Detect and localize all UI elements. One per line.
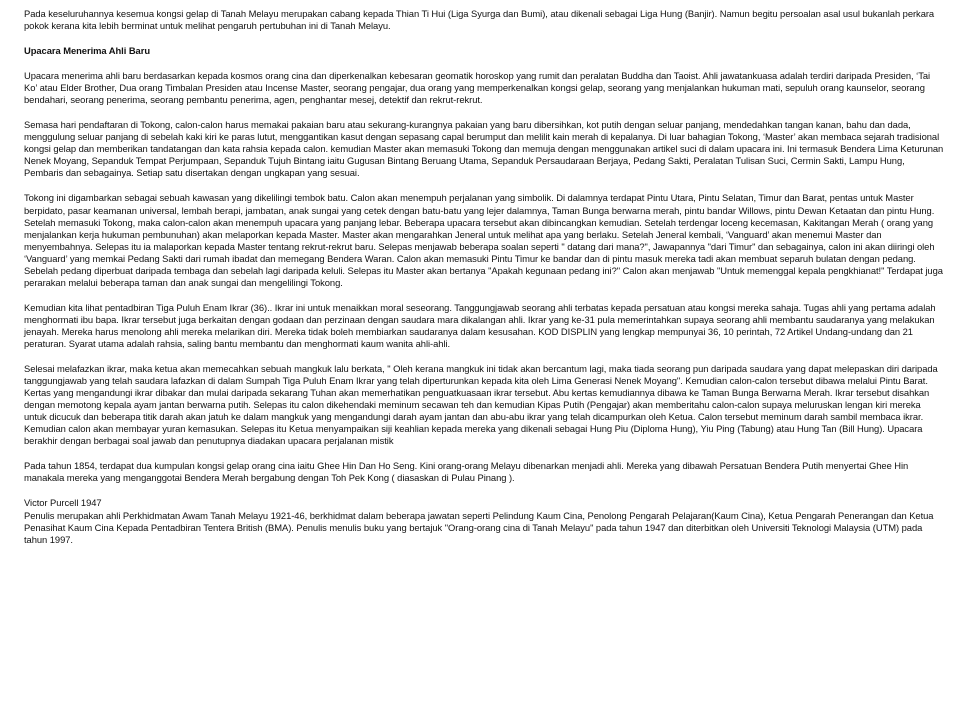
paragraph-committee: Upacara menerima ahli baru berdasarkan kepada kosmos orang cina dan diperkenalkan kebesaran geomatik horoskop yang rumit dan peralatan Buddha dan Taoist. Ahli jawatankuasa adalah terdiri daripada Presiden, ‘Tai Ko’ atau Elder Brother, Dua orang Timbalan Presiden atau Incense Master, seorang pengajar, dua orang yang memperkenalkan kongsi gelap, seorang yang menjalankan hukuman mati, sepuluh orang kaunselor, seorang bendahari, seorang penerima, seorang pembantu penerima, agen, penghantar mesej, detektif dan rekrut-rekrut.	[24, 70, 931, 106]
section-heading: Upacara Menerima Ahli Baru	[24, 45, 150, 57]
citation-title: Victor Purcell 1947	[24, 497, 102, 509]
paragraph-bowl-ceremony: Selesai melafazkan ikrar, maka ketua akan memecahkan sebuah mangkuk lalu berkata, " Oleh kerana mangkuk ini tidak akan bercantum lagi, maka tiada seorang pun daripada saudara yang dapat melepaskan diri daripada tanggungjawab yang telah saudara lafazkan di dalam Sumpah Tiga Puluh Enam Ikrar yang telah diperturunkan kepada kita oleh Lima Generasi Nenek Moyang". Kemudian calon-calon tersebut dibawa melalui Pintu Barat. Kertas yang mengandungi ikrar dibakar dan mulai daripada sekarang Tuhan akan memerhatikan penguatkuasaan ikrar tersebut. Abu kertas kemudiannya dibawa ke Taman Bunga Berwarna Merah. Ikrar tersebut disahkan dengan memotong kepala ayam jantan berwarna putih. Selepas itu calon dikehendaki meminum secawan teh dan kemudian Kipas Putih (Pengajar) akan memberitahu calon-calon supaya meluruskan lengan kiri mereka untuk dicucuk dan beberapa titik darah akan jatuh ke dalam mangkuk yang mengandungi darah ayam jantan dan abu-abu ikrar yang telah dicampurkan oleh Ketua. Calon tersebut meminum darah sambil membaca ikrar. Kemudian calon akan membayar yuran kemasukan. Selepas itu Ketua menyampaikan siji keahlian kepada mereka yang dikenali sebagai Hung Piu (Diploma Hung), Yiu Ping (Tabung) atau Hung Tan (Bill Hung). Upacara berakhir dengan berbagai soal jawab dan penutupnya diadakan upacara perjalanan mistik	[24, 363, 938, 447]
document-body	[24, 8, 944, 546]
paragraph-1854: Pada tahun 1854, terdapat dua kumpulan kongsi gelap orang cina iaitu Ghee Hin Dan Ho Seng. Kini orang-orang Melayu dibenarkan menjadi ahli. Mereka yang dibawah Persatuan Bendera Putih menyertai Ghee Hin manakala mereka yang menganggotai Bendera Merah bergabung dengan Toh Pek Kong ( diasaskan di Pulau Pinang ).	[24, 460, 909, 484]
citation-body: Penulis merupakan ahli Perkhidmatan Awam Tanah Melayu 1921-46, berkhidmat dalam beberapa jawatan seperti Pelindung Kaum Cina, Penolong Pengarah Pelajaran(Kaum Cina), Ketua Pengarah Penerangan dan Ketua Penasihat Kaum Cina Kepada Pentadbiran Tentera British (BMA). Penulis menulis buku yang bertajuk "Orang-orang cina di Tanah Melayu" pada tahun 1947 dan diterbitkan oleh Universiti Teknologi Malaysia (UTM) pada tahun 1997.	[24, 509, 934, 545]
paragraph-tokong: Tokong ini digambarkan sebagai sebuah kawasan yang dikelilingi tembok batu. Calon akan menempuh perjalanan yang simbolik. Di dalamnya terdapat Pintu Utara, Pintu Selatan, Timur dan Barat, pentas untuk Master berpidato, pasar keamanan universal, lembah berapi, jambatan, anak sungai yang cetek dengan batu-batu yang lejer dalamnya, Taman Bunga berwarna merah, pintu bandar Willows, pintu Dewan Ketaatan dan pintu Hung. Setelah memasuki Tokong, maka calon-calon akan menempuh upacara yang panjang lebar. Beberapa upacara tersebut akan dibincangkan kemudian. Setelah terdengar loceng kecemasan, Kakitangan Merah ( orang yang menjalankan kerja hukuman pembunuhan) akan melaporkan kepada Master. Master akan mengarahkan Jeneral untuk melihat apa yang berlaku. Setelah Jeneral kembali, ‘Vanguard’ akan menemui Master dan menyembahnya. Selepas itu ia malaporkan kepada Master tentang rekrut-rekrut baru. Selepas menjawab beberapa soalan seperti " datang dari mana?", Jawapannya "dari Timur" dan sebagainya, calon ini akan diiringi oleh ‘Vanguard’ yang memkai Pedang Sakti dari rumah ibadat dan memegang Bendera Waran. Calon akan memasuki Pintu Timur ke bandar dan di pintu masuk mereka tadi akan membuat separuh bulatan dengan pedang. Sebelah pedang diperbuat daripada tembaga dan sebelah lagi daripada keluli. Selepas itu Master akan bertanya "Apakah kegunaan pedang ini?" Calon akan menjawab "Untuk memenggal kepala pengkhianat!" Terdapat juga perarakan melalui beberapa taman dan anak sungai dan mengelilingi Tokong.	[24, 192, 943, 288]
paragraph-oaths: Kemudian kita lihat pentadbiran Tiga Puluh Enam Ikrar (36).. Ikrar ini untuk menaikkan moral seseorang. Tanggungjawab seorang ahli terbatas kepada persatuan atau kongsi mereka sahaja. Tugas ahli yang pertama adalah menghormati ibu bapa. Ikrar tersebut juga berkaitan dengan godaan dan perzinaan dengan saudara mara dikalangan ahli. Ikrar yang ke-31 pula memerintahkan supaya seorang ahli membantu saudaranya yang melakukan jenayah. Mereka harus menolong ahli mereka melarikan diri. Mereka tidak boleh membiarkan saudaranya dalam kesusahan. KOD DISPLIN yang lengkap mempunyai 36, 10 perintah, 72 Artikel Undang-undang dan 21 peraturan. Syarat utama adalah rahsia, saling bantu membantu dan menghormati kaum wanita ahli-ahli.	[24, 301, 936, 349]
intro-paragraph: Pada keseluruhannya kesemua kongsi gelap di Tanah Melayu merupakan cabang kepada Thian Ti Hui (Liga Syurga dan Bumi), atau dikenali sebagai Liga Hung (Banjir). Namun begitu persoalan asal usul bukanlah perkara pokok kerana kita lebih berminat untuk melihat pengaruh pertubuhan ini di Tanah Melayu.	[24, 8, 935, 32]
paragraph-registration: Semasa hari pendaftaran di Tokong, calon-calon harus memakai pakaian baru atau sekurang-kurangnya pakaian yang baru dibersihkan, kot putih dengan seluar panjang, mendedahkan tangan kanan, bahu dan dada, menggulung seluar panjang di sebelah kaki kiri ke paras lutut, menggantikan kasut dengan sepasang capal berumput dan melilit kain merah di kepalanya. Di luar bahagian Tokong, ‘Master’ akan membaca sejarah tradisional kongsi gelap dan memberikan tandatangan dan kata rahsia kepada calon. kemudian Master akan memasuki Tokong dan memuja dengan menggunakan artikel suci di dalam upacara ini. Ini termasuk Bendera Lima Keturunan Nenek Moyang, Sepanduk Tempat Perjumpaan, Sepanduk Tujuh Bintang iaitu Gugusan Bintang Beruang Utama, Sepanduk Persaudaraan Berjaya, Pedang Sakti, Peralatan Tulisan Suci, Cermin Sakti, Lampu Hung, Pembaris dan sebagainya. Setiap satu disertakan dengan ungkapan yang sesuai.	[24, 119, 944, 179]
